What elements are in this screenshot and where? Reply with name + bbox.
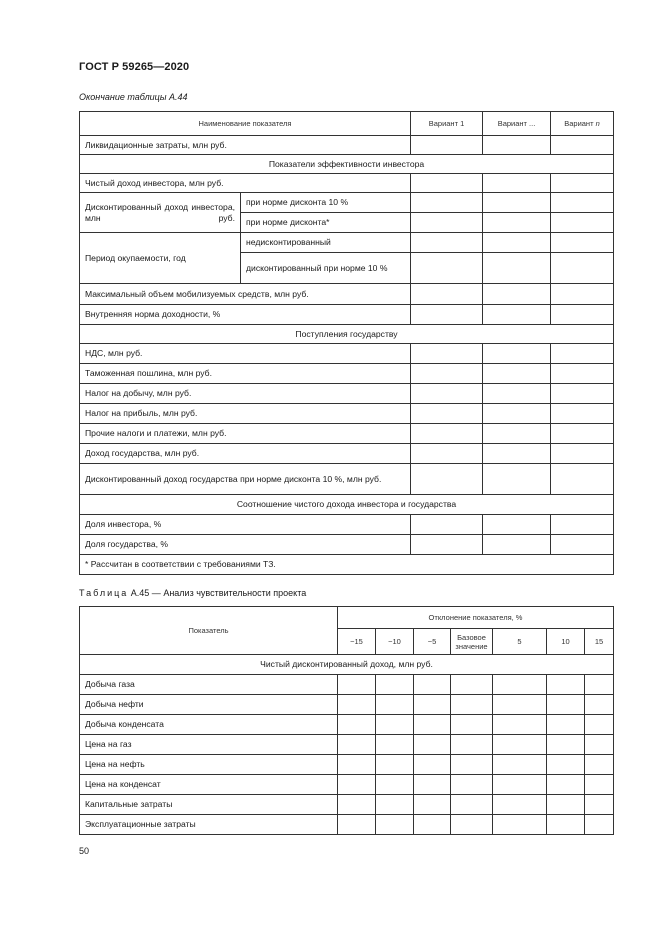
- table-cell: [451, 695, 493, 715]
- table-cell: [483, 284, 551, 305]
- row-sublabel: при норме дисконта*: [241, 213, 411, 233]
- table-cell: [551, 193, 614, 213]
- table-cell: [547, 795, 585, 815]
- row-label: Внутренняя норма доходности, %: [80, 305, 411, 325]
- row-label: Дисконтированный доход инвестора, млн руб.: [80, 193, 241, 233]
- row-label: Доля государства, %: [80, 535, 411, 555]
- table-row: [80, 444, 614, 464]
- row-label: Эксплуатационные затраты: [80, 815, 338, 835]
- table-cell: [451, 795, 493, 815]
- table-cell: [411, 305, 483, 325]
- table-cell: [414, 695, 451, 715]
- table-a45: [79, 606, 614, 835]
- table-cell: [483, 364, 551, 384]
- table-cell: [451, 815, 493, 835]
- table-cell: [376, 815, 414, 835]
- table-row: [80, 344, 614, 364]
- table-cell: [551, 444, 614, 464]
- table-row: [80, 136, 614, 155]
- row-label: Доход государства, млн руб.: [80, 444, 411, 464]
- table-cell: [551, 364, 614, 384]
- table-row: [80, 424, 614, 444]
- row-sublabel: недисконтированный: [241, 233, 411, 253]
- table-cell: [411, 284, 483, 305]
- table-row: [80, 735, 614, 755]
- table-cell: [551, 174, 614, 193]
- section-row: [80, 155, 614, 174]
- section-title: Поступления государству: [80, 325, 614, 344]
- row-label: Период окупаемости, год: [80, 233, 241, 284]
- table-cell: [414, 755, 451, 775]
- table-cell: [551, 384, 614, 404]
- table-cell: [493, 775, 547, 795]
- table-cell: [547, 775, 585, 795]
- table-cell: [414, 675, 451, 695]
- table-cell: [585, 735, 614, 755]
- table-cell: [411, 424, 483, 444]
- table-a44: [79, 111, 614, 575]
- table-cell: [411, 174, 483, 193]
- table-cell: [411, 464, 483, 495]
- table-cell: [411, 253, 483, 284]
- table-cell: [551, 305, 614, 325]
- table-cell: [493, 675, 547, 695]
- col-header-deviation-value: 10: [547, 629, 585, 655]
- table-cell: [551, 464, 614, 495]
- row-label: Цена на газ: [80, 735, 338, 755]
- row-label: НДС, млн руб.: [80, 344, 411, 364]
- table-cell: [585, 715, 614, 735]
- row-label: Дисконтированный доход государства при норме дисконта 10 %, млн руб.: [80, 464, 411, 495]
- table-cell: [585, 755, 614, 775]
- table-cell: [411, 233, 483, 253]
- table-cell: [376, 735, 414, 755]
- table-cell: [411, 193, 483, 213]
- row-label: Максимальный объем мобилизуемых средств, млн руб.: [80, 284, 411, 305]
- table-cell: [483, 305, 551, 325]
- table-row: [80, 675, 614, 695]
- row-label: Налог на прибыль, млн руб.: [80, 404, 411, 424]
- table-cell: [493, 795, 547, 815]
- table-row: [80, 464, 614, 495]
- table-cell: [493, 715, 547, 735]
- table-row: [80, 815, 614, 835]
- table-cell: [547, 755, 585, 775]
- table-cell: [411, 404, 483, 424]
- table-cell: [483, 404, 551, 424]
- table-cell: [483, 384, 551, 404]
- row-label: Добыча газа: [80, 675, 338, 695]
- table-cell: [551, 284, 614, 305]
- table-cell: [551, 233, 614, 253]
- table-cell: [411, 444, 483, 464]
- table-row: [80, 715, 614, 735]
- row-label: Цена на нефть: [80, 755, 338, 775]
- row-label: Цена на конденсат: [80, 775, 338, 795]
- table-cell: [551, 515, 614, 535]
- table-cell: [547, 695, 585, 715]
- table-cell: [376, 775, 414, 795]
- table-cell: [585, 775, 614, 795]
- table-row: [80, 284, 614, 305]
- row-sublabel: дисконтированный при норме 10 %: [241, 253, 411, 284]
- col-header-variant-1: Вариант 1: [411, 112, 483, 136]
- col-header-deviation-value: −15: [338, 629, 376, 655]
- table-row: [80, 755, 614, 775]
- table-cell: [547, 675, 585, 695]
- row-label: Капитальные затраты: [80, 795, 338, 815]
- table-cell: [483, 444, 551, 464]
- table-row: [80, 233, 614, 253]
- col-header-deviation: Отклонение показателя, %: [338, 607, 614, 629]
- table-cell: [547, 715, 585, 735]
- table-cell: [414, 715, 451, 735]
- col-header-deviation-value: −10: [376, 629, 414, 655]
- table-cell: [376, 695, 414, 715]
- table-cell: [547, 735, 585, 755]
- col-header-deviation-value: −5: [414, 629, 451, 655]
- table-cell: [483, 213, 551, 233]
- table-cell: [338, 815, 376, 835]
- col-header-name: Наименование показателя: [80, 112, 411, 136]
- table-cell: [493, 815, 547, 835]
- table-row: [80, 364, 614, 384]
- row-label: Добыча конденсата: [80, 715, 338, 735]
- table-row: [80, 775, 614, 795]
- table-cell: [493, 735, 547, 755]
- table-cell: [376, 715, 414, 735]
- table-cell: [411, 344, 483, 364]
- table-cell: [585, 795, 614, 815]
- table-row: [80, 695, 614, 715]
- table-cell: [585, 675, 614, 695]
- row-sublabel: при норме дисконта 10 %: [241, 193, 411, 213]
- table-cell: [411, 515, 483, 535]
- table-row: [80, 535, 614, 555]
- table-cell: [551, 344, 614, 364]
- col-header-deviation-value: 5: [493, 629, 547, 655]
- row-label: Прочие налоги и платежи, млн руб.: [80, 424, 411, 444]
- table-row: [80, 174, 614, 193]
- row-label: Ликвидационные затраты, млн руб.: [80, 136, 411, 155]
- table-cell: [483, 424, 551, 444]
- table-cell: [338, 675, 376, 695]
- table-cell: [338, 695, 376, 715]
- table-cell: [451, 715, 493, 735]
- row-label: Доля инвестора, %: [80, 515, 411, 535]
- table-cell: [414, 795, 451, 815]
- table-cell: [585, 815, 614, 835]
- table-row: [80, 384, 614, 404]
- table-cell: [411, 136, 483, 155]
- table-cell: [483, 535, 551, 555]
- table-cell: [414, 775, 451, 795]
- table-cell: [551, 136, 614, 155]
- row-label: Таможенная пошлина, млн руб.: [80, 364, 411, 384]
- table-cell: [551, 213, 614, 233]
- table-cell: [411, 213, 483, 233]
- section-title: Чистый дисконтированный доход, млн руб.: [80, 655, 614, 675]
- table-cell: [411, 364, 483, 384]
- section-row: [80, 655, 614, 675]
- page-number: 50: [79, 846, 90, 856]
- section-row: [80, 495, 614, 515]
- table-cell: [376, 675, 414, 695]
- table-cell: [483, 174, 551, 193]
- table-cell: [338, 755, 376, 775]
- table-cell: [338, 715, 376, 735]
- table-cell: [414, 815, 451, 835]
- table-row: [80, 404, 614, 424]
- row-label: Чистый доход инвестора, млн руб.: [80, 174, 411, 193]
- table-cell: [483, 233, 551, 253]
- table-a45-caption: Таблица А.45 — Анализ чувствительности проекта: [79, 588, 307, 598]
- table-cell: [451, 755, 493, 775]
- table-cell: [493, 695, 547, 715]
- table-cell: [411, 384, 483, 404]
- table-cell: [376, 755, 414, 775]
- table-cell: [483, 344, 551, 364]
- table-cell: [483, 253, 551, 284]
- section-title: Соотношение чистого дохода инвестора и государства: [80, 495, 614, 515]
- table-a45-header-row: [80, 607, 614, 629]
- table-cell: [483, 515, 551, 535]
- table-cell: [551, 535, 614, 555]
- table-cell: [585, 695, 614, 715]
- table-cell: [338, 795, 376, 815]
- table-cell: [483, 464, 551, 495]
- table-cell: [451, 775, 493, 795]
- table-cell: [547, 815, 585, 835]
- col-header-deviation-value: 15: [585, 629, 614, 655]
- row-label: Налог на добычу, млн руб.: [80, 384, 411, 404]
- table-row: [80, 305, 614, 325]
- table-cell: [451, 675, 493, 695]
- table-a44-caption: Окончание таблицы А.44: [79, 92, 188, 102]
- section-title: Показатели эффективности инвестора: [80, 155, 614, 174]
- table-row: [80, 193, 614, 213]
- col-header-variant-n: Вариант n: [551, 112, 614, 136]
- col-header-variant-dots: Вариант ...: [483, 112, 551, 136]
- table-row: [80, 515, 614, 535]
- table-cell: [551, 404, 614, 424]
- col-header-base-value: Базовое значение: [451, 629, 493, 655]
- footnote-row: [80, 555, 614, 575]
- table-cell: [411, 535, 483, 555]
- table-row: [80, 795, 614, 815]
- table-cell: [551, 253, 614, 284]
- table-cell: [483, 193, 551, 213]
- col-header-indicator: Показатель: [80, 607, 338, 655]
- row-label: Добыча нефти: [80, 695, 338, 715]
- table-cell: [483, 136, 551, 155]
- table-cell: [376, 795, 414, 815]
- table-cell: [338, 775, 376, 795]
- document-standard-id: ГОСТ Р 59265—2020: [79, 61, 190, 73]
- table-footnote: * Рассчитан в соответствии с требованиями ТЗ.: [80, 555, 614, 575]
- table-cell: [493, 755, 547, 775]
- section-row: [80, 325, 614, 344]
- table-cell: [551, 424, 614, 444]
- table-cell: [338, 735, 376, 755]
- table-cell: [451, 735, 493, 755]
- table-a44-header-row: [80, 112, 614, 136]
- table-cell: [414, 735, 451, 755]
